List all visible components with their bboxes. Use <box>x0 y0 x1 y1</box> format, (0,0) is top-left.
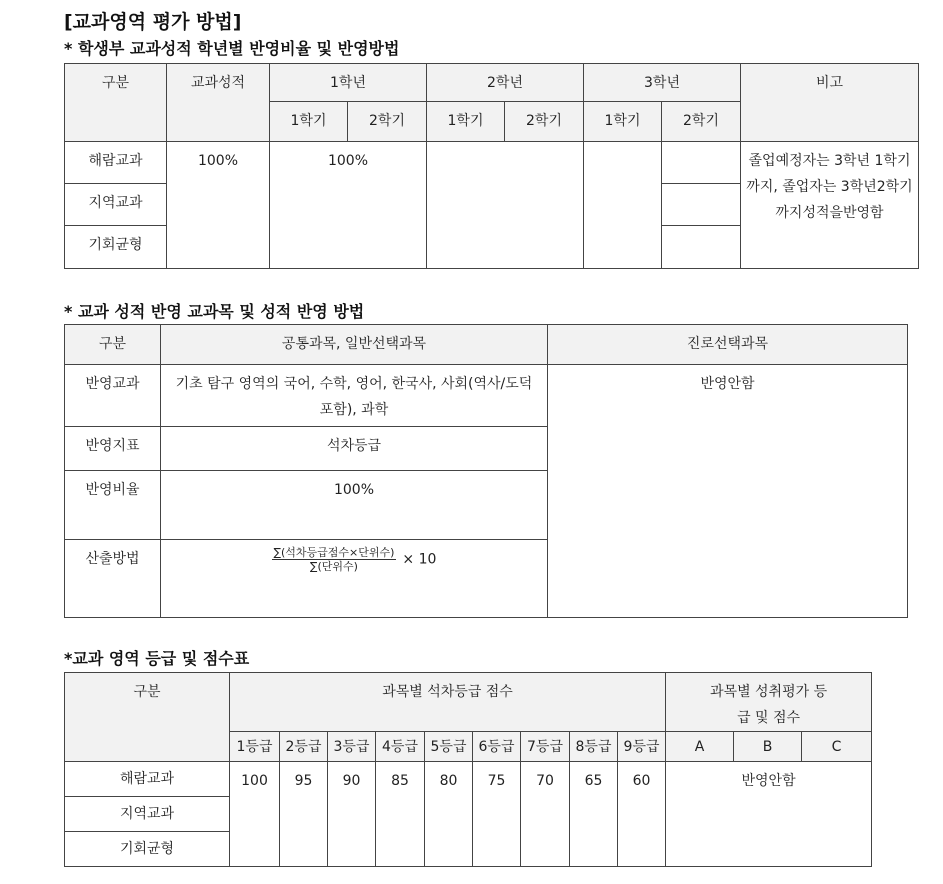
year3-sem1-cell <box>584 142 662 269</box>
header-gubun: 구분 <box>65 673 230 762</box>
ratio-value: 100% <box>161 471 548 540</box>
formula <box>161 540 548 618</box>
row-label: 지역교과 <box>65 184 167 226</box>
header-y1-sem1: 1학기 <box>270 102 348 142</box>
header-rank-scores: 과목별 석차등급 점수 <box>230 673 666 732</box>
header-year-3: 3학년 <box>584 64 741 102</box>
row-label: 해람교과 <box>65 762 230 797</box>
header-y1-sem2: 2학기 <box>348 102 427 142</box>
subjects-value: 기초 탐구 영역의 국어, 수학, 영어, 한국사, 사회(역사/도덕 포함), 과학 <box>161 365 548 427</box>
rank-score: 70 <box>521 762 570 867</box>
header-achievement: 과목별 성취평가 등급 및 점수 <box>666 673 872 732</box>
year3-sem2-cell <box>662 142 741 184</box>
rank-grade-header: 9등급 <box>618 732 666 762</box>
row-label: 기회균형 <box>65 226 167 269</box>
header-y2-sem2: 2학기 <box>505 102 584 142</box>
rank-grade-header: 1등급 <box>230 732 280 762</box>
header-gubun: 구분 <box>65 325 161 365</box>
section2-heading: * 교과 성적 반영 교과목 및 성적 반영 방법 <box>64 302 365 321</box>
grade-score-table <box>64 672 872 867</box>
rank-score: 65 <box>570 762 618 867</box>
row-label: 산출방법 <box>65 540 161 618</box>
note-value: 졸업예정자는 3학년 1학기까지, 졸업자는 3학년2학기까지성적을반영함 <box>741 142 919 269</box>
grades-value: 100% <box>167 142 270 269</box>
rank-grade-header: 6등급 <box>473 732 521 762</box>
header-grades: 교과성적 <box>167 64 270 142</box>
achievement-grade-header: C <box>802 732 872 762</box>
year3-sem2-cell <box>662 184 741 226</box>
year1-value: 100% <box>270 142 427 269</box>
header-year-1: 1학년 <box>270 64 427 102</box>
year3-sem2-cell <box>662 226 741 269</box>
formula-multiplier: × 10 <box>402 551 437 568</box>
year-ratio-table <box>64 63 919 269</box>
header-y3-sem2: 2학기 <box>662 102 741 142</box>
rank-grade-header: 4등급 <box>376 732 425 762</box>
header-year-2: 2학년 <box>427 64 584 102</box>
rank-grade-header: 5등급 <box>425 732 473 762</box>
header-y3-sem1: 1학기 <box>584 102 662 142</box>
header-gubun: 구분 <box>65 64 167 142</box>
rank-score: 100 <box>230 762 280 867</box>
achievement-grade-header: B <box>734 732 802 762</box>
row-label: 반영지표 <box>65 427 161 471</box>
rank-score: 80 <box>425 762 473 867</box>
row-label: 지역교과 <box>65 797 230 832</box>
page-title: [교과영역 평가 방법] <box>64 11 242 33</box>
rank-grade-header: 3등급 <box>328 732 376 762</box>
achievement-grade-header: A <box>666 732 734 762</box>
formula-denominator: ∑(단위수) <box>310 560 358 573</box>
rank-grade-header: 2등급 <box>280 732 328 762</box>
indicator-value: 석차등급 <box>161 427 548 471</box>
row-label: 반영비율 <box>65 471 161 540</box>
rank-grade-header: 7등급 <box>521 732 570 762</box>
formula-fraction <box>272 546 397 573</box>
rank-grade-header: 8등급 <box>570 732 618 762</box>
rank-score: 60 <box>618 762 666 867</box>
rank-score: 90 <box>328 762 376 867</box>
achievement-value: 반영안함 <box>666 762 872 867</box>
rank-score: 75 <box>473 762 521 867</box>
row-label: 기회균형 <box>65 832 230 867</box>
row-label: 반영교과 <box>65 365 161 427</box>
header-y2-sem1: 1학기 <box>427 102 505 142</box>
row-label: 해람교과 <box>65 142 167 184</box>
section1-heading: * 학생부 교과성적 학년별 반영비율 및 반영방법 <box>64 39 400 58</box>
formula-numerator: ∑(석차등급점수×단위수) <box>273 546 395 559</box>
header-common-subjects: 공통과목, 일반선택과목 <box>161 325 548 365</box>
career-value: 반영안함 <box>548 365 908 618</box>
subject-method-table <box>64 324 908 618</box>
header-career-subjects: 진로선택과목 <box>548 325 908 365</box>
rank-score: 85 <box>376 762 425 867</box>
rank-score: 95 <box>280 762 328 867</box>
section3-heading: *교과 영역 등급 및 점수표 <box>64 649 250 668</box>
year2-cell <box>427 142 584 269</box>
header-note: 비고 <box>741 64 919 142</box>
